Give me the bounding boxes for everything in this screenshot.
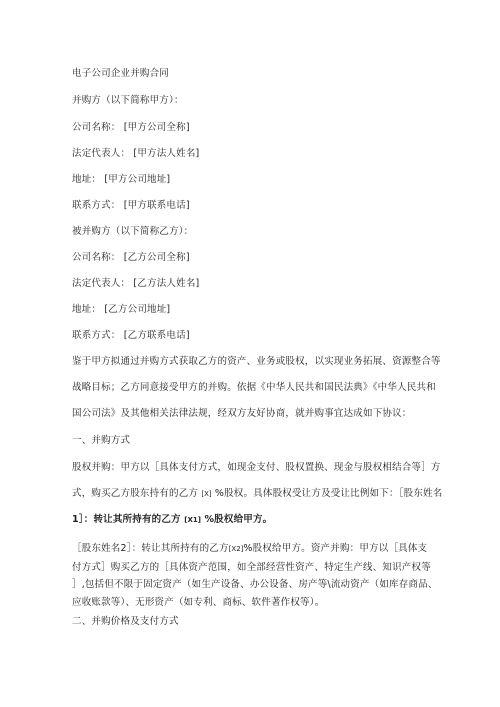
section1-line-2-text-b: %股权。具体股权受让方及受让比例如下：［股东姓名	[214, 488, 443, 499]
acquirer-contact: 联系方式： [甲方联系电话]	[72, 200, 190, 211]
section1-para2-row-2: 付方式］购买乙方的［具体资产范围，如全部经营性资产、特定生产线、知识产权等	[72, 561, 431, 573]
document-title: 电子公司企业并购合同	[72, 68, 170, 79]
section2-heading: 二、并购价格及支付方式	[72, 616, 179, 627]
target-company-name: 公司名称： [乙方公司全称]	[72, 252, 190, 263]
share-ratio-marker: [X]	[201, 490, 212, 498]
section1-line-3-text-b: %股权给甲方。	[204, 514, 273, 525]
para2-row-1-text-a: ［股东姓名2］：转让其所持有的乙方	[72, 543, 229, 554]
acquirer-heading: 并购方（以下简称甲方）：	[72, 95, 184, 106]
section1-para2-row-4: 应收账款等）、无形资产（如专利、商标、软件著作权等）。	[72, 596, 325, 608]
section1-line-2-text-a: 式，购买乙方股东持有的乙方	[72, 488, 199, 499]
preamble-line-3: 国公司法》及其他相关法律法规，经双方友好协商，就并购事宜达成如下协议：	[72, 408, 412, 419]
section1-line-3-text-a: 1］：转让其所持有的乙方	[72, 514, 181, 525]
acquirer-legal-rep: 法定代表人： [甲方法人姓名]	[72, 148, 200, 159]
section1-line-3	[72, 514, 272, 526]
target-address: 地址： [乙方公司地址]	[72, 304, 171, 315]
section1-line-1: 股权并购：甲方以［具体支付方式，如现金支付、股权置换、现金与股权相结合等］方	[72, 462, 441, 473]
section1-heading: 一、并购方式	[72, 435, 131, 446]
section1-para2-row-3: ］,包括但不限于固定资产（如生产设备、办公设备、房产等\流动资产（如库存商品、	[72, 579, 438, 590]
section1-paragraph-2	[72, 540, 442, 611]
acquirer-company-name: 公司名称： [甲方公司全称]	[72, 122, 190, 133]
share-ratio-marker-1: [X1]	[184, 516, 201, 524]
target-legal-rep: 法定代表人： [乙方法人姓名]	[72, 278, 200, 289]
share-ratio-marker-2: [X2]	[228, 545, 244, 553]
acquirer-address: 地址： [甲方公司地址]	[72, 174, 171, 185]
target-heading: 被并购方（以下简称乙方）：	[72, 226, 194, 237]
preamble-line-2: 战略目标；乙方同意接受甲方的并购。依据《中华人民共和国民法典》《中华人民共和	[72, 382, 436, 393]
para2-row-1-text-b: %股权给甲方。资产并购：甲方以［具体支	[243, 543, 428, 554]
target-contact: 联系方式： [乙方联系电话]	[72, 330, 190, 341]
preamble-line-1: 鉴于甲方拟通过并购方式获取乙方的资产、业务或股权，以实现业务拓展、资源整合等	[72, 356, 441, 367]
section1-line-2	[72, 488, 442, 500]
section1-para2-row-1	[72, 540, 442, 559]
